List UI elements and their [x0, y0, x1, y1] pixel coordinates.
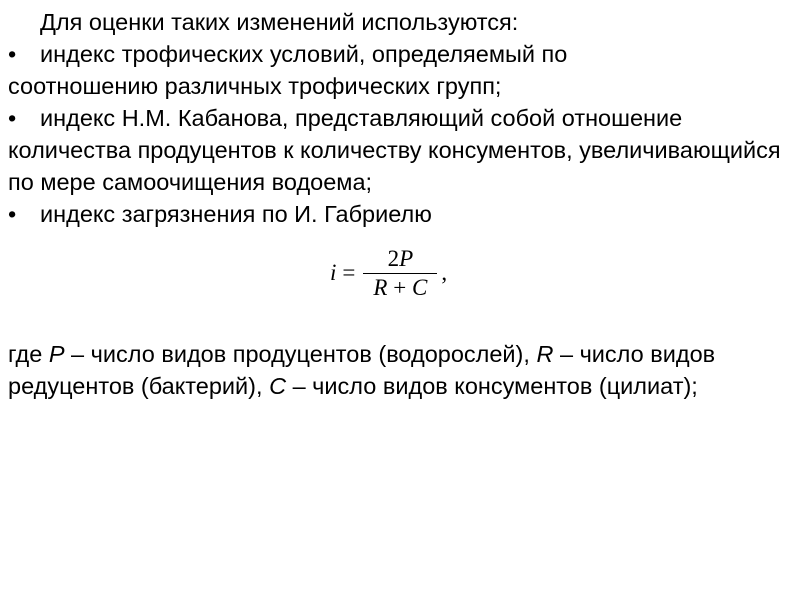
bullet-marker: • — [8, 201, 17, 227]
bullet-continuation: количества продуцентов к количеству консументов, увеличивающийся по мере самоочищения водоема; — [8, 137, 781, 195]
formula-lhs: i — [330, 260, 337, 285]
numerator-variable: P — [399, 245, 414, 271]
formula-denominator — [367, 274, 433, 302]
denominator-variable-r: R — [373, 274, 388, 300]
explanation-text-c: – число видов консументов (цилиат); — [286, 373, 698, 399]
formula-comma: , — [441, 260, 448, 285]
bullet-item-kabanov-index — [8, 102, 792, 198]
gabriel-formula — [330, 238, 480, 308]
explanation-var-p: P — [48, 341, 65, 367]
explanation-text-r: – число видов редуцентов (бактерий), — [8, 341, 716, 399]
bullet-first-line: индекс загрязнения по И. Габриелю — [40, 201, 432, 227]
denominator-variable-c: C — [411, 274, 428, 300]
numerator-coefficient: 2 — [387, 245, 400, 271]
bullet-item-gabriel-index — [8, 198, 792, 230]
explanation-text-p: – число видов продуцентов (водорослей), — [64, 341, 537, 367]
explanation-var-r: R — [536, 341, 554, 367]
explanation-var-c: C — [269, 373, 287, 399]
bullet-continuation: соотношению различных трофических групп; — [8, 73, 502, 99]
bullet-first-line: индекс трофических условий, определяемый по — [40, 41, 568, 67]
bullet-marker: • — [8, 105, 17, 131]
bullet-item-trophic-index — [8, 38, 792, 102]
formula-numerator — [382, 245, 420, 273]
explanation-prefix: где — [8, 341, 49, 367]
intro-text: Для оценки таких изменений используются: — [40, 9, 519, 35]
text-block — [8, 6, 792, 230]
denominator-plus: + — [393, 274, 407, 300]
formula-equals: = — [342, 260, 356, 285]
bullet-first-line: индекс Н.М. Кабанова, представляющий собой отношение — [40, 105, 683, 131]
bullet-marker: • — [8, 41, 17, 67]
formula-fraction — [363, 245, 437, 302]
formula-explanation — [8, 338, 792, 402]
